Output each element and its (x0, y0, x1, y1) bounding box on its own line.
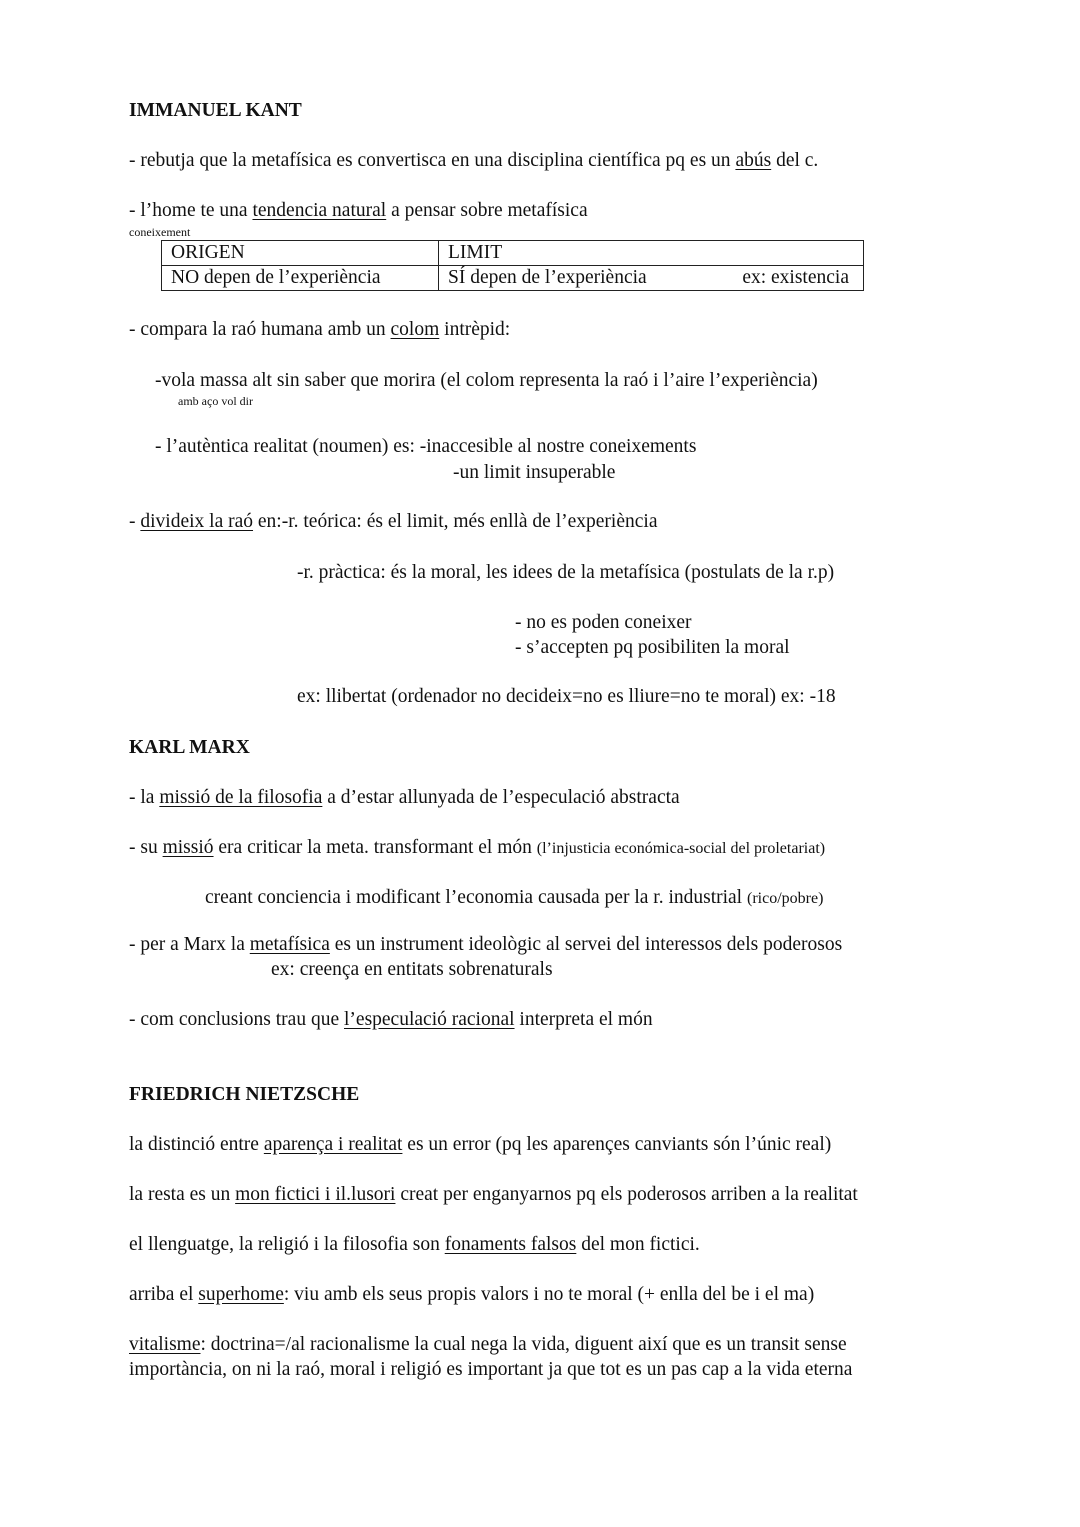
text: creant conciencia i modificant l’economia causada per la r. industrial (205, 887, 747, 908)
text: a pensar sobre metafísica (386, 200, 588, 221)
text: : viu amb els seus propis valors i no te moral (+ enlla del be i el ma) (283, 1284, 815, 1305)
underlined-term: superhome (198, 1284, 284, 1305)
underlined-term: colom (390, 319, 440, 340)
table-cell-origen: ORIGEN (162, 241, 439, 266)
table-header-row (162, 241, 864, 266)
kant-origin-limit-table (161, 240, 864, 291)
text: es un instrument ideològic al servei del interessos dels poderosos (329, 934, 843, 955)
table-cell: NO depen de l’experiència (162, 266, 439, 291)
kant-line-1 (129, 149, 818, 173)
text: creat per enganyarnos pq els poderosos arriben a la realitat (395, 1184, 858, 1205)
marx-heading: KARL MARX (129, 737, 250, 758)
marx-line-6 (129, 1008, 653, 1032)
nietzsche-line-4 (129, 1283, 814, 1307)
text: : doctrina=/al racionalisme la cual nega la vida, diguent així que es un transit sense (200, 1334, 847, 1355)
underlined-term: fonaments falsos (444, 1234, 577, 1255)
underlined-term: divideix la raó (140, 511, 254, 532)
kant-line-10: - s’accepten pq posibiliten la moral (515, 637, 790, 658)
table-cell-limit: LIMIT (439, 241, 864, 266)
marx-line-1 (129, 786, 680, 810)
kant-line-11: ex: llibertat (ordenador no decideix=no es lliure=no te moral) ex: -18 (297, 686, 836, 707)
text: arriba el (129, 1284, 199, 1305)
kant-line-8: -r. pràctica: és la moral, les idees de la metafísica (postulats de la r.p) (297, 562, 835, 583)
kant-note-amb: amb aço vol dir (178, 394, 253, 408)
underlined-term: l’especulació racional (344, 1009, 515, 1030)
underlined-term: abús (735, 150, 772, 171)
kant-line-6: -un limit insuperable (453, 462, 616, 483)
text: del mon fictici. (576, 1234, 700, 1255)
text: interpreta el món (514, 1009, 653, 1030)
kant-line-9: - no es poden coneixer (515, 612, 692, 633)
kant-line-5: - l’autèntica realitat (noumen) es: -inaccesible al nostre coneixements (155, 436, 697, 457)
text: a d’estar allunyada de l’especulació abstracta (322, 787, 680, 808)
nietzsche-line-1 (129, 1133, 831, 1157)
text: - la (129, 787, 160, 808)
text: - l’home te una (129, 200, 253, 221)
table-row (162, 266, 864, 291)
example-text: ex: existencia (742, 267, 849, 288)
text: SÍ depen de l’experiència (448, 267, 647, 288)
text: es un error (pq les aparençes canviants són l’únic real) (402, 1134, 832, 1155)
nietzsche-line-5 (129, 1333, 847, 1357)
kant-line-4: -vola massa alt sin saber que morira (el colom representa la raó i l’aire l’experiència) (155, 370, 818, 391)
small-note: (rico/pobre) (746, 890, 824, 907)
text: - (129, 511, 141, 532)
text: - per a Marx la (129, 934, 250, 955)
kant-line-7 (129, 510, 657, 534)
table-cell (439, 266, 864, 291)
underlined-term: tendencia natural (252, 200, 387, 221)
marx-line-5: ex: creença en entitats sobrenaturals (271, 959, 553, 980)
text: - su (129, 837, 163, 858)
text: en:-r. teórica: és el limit, més enllà de l’experiència (253, 511, 658, 532)
text: - com conclusions trau que (129, 1009, 344, 1030)
text: el llenguatge, la religió i la filosofia son (129, 1234, 445, 1255)
underlined-term: mon fictici i il.lusori (235, 1184, 396, 1205)
underlined-term: metafísica (249, 934, 330, 955)
marx-line-3 (205, 886, 823, 911)
underlined-term: aparença i realitat (263, 1134, 403, 1155)
kant-heading: IMMANUEL KANT (129, 100, 302, 121)
marx-line-4 (129, 933, 842, 957)
small-note: (l’injusticia económica-social del proletariat) (536, 840, 826, 857)
underlined-term: vitalisme (129, 1334, 201, 1355)
underlined-term: missió de la filosofia (159, 787, 323, 808)
text: la resta es un (129, 1184, 236, 1205)
kant-line-2 (129, 199, 588, 223)
text: intrèpid: (439, 319, 511, 340)
underlined-term: missió (162, 837, 214, 858)
nietzsche-line-3 (129, 1233, 700, 1257)
nietzsche-line-6: importància, on ni la raó, moral i religió es important ja que tot es un pas cap a la vida eterna (129, 1359, 853, 1380)
nietzsche-heading: FRIEDRICH NIETZSCHE (129, 1084, 360, 1105)
text: era criticar la meta. transformant el món (213, 837, 537, 858)
nietzsche-line-2 (129, 1183, 858, 1207)
text: - compara la raó humana amb un (129, 319, 391, 340)
text: del c. (771, 150, 819, 171)
text: la distinció entre (129, 1134, 264, 1155)
kant-note-coneixement: coneixement (129, 225, 191, 239)
marx-line-2 (129, 836, 825, 861)
text: - rebutja que la metafísica es convertisca en una disciplina científica pq es un (129, 150, 736, 171)
kant-line-3 (129, 318, 510, 342)
